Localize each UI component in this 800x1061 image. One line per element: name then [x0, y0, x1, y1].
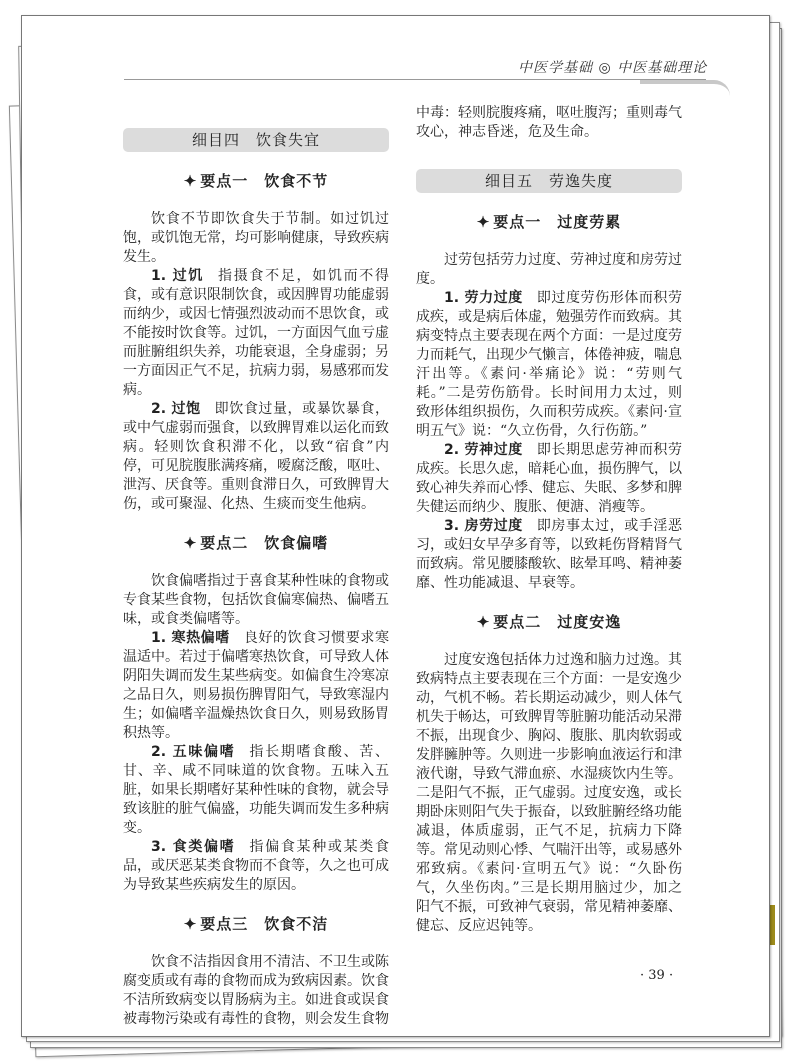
- star-icon: ✦: [183, 534, 198, 552]
- term: 2. 五味偏嗜: [151, 744, 236, 760]
- term: 1. 过饥: [151, 268, 205, 284]
- subheading-text: 要点一 饮食不节: [200, 172, 329, 190]
- subheading-text: 要点一 过度劳累: [493, 213, 622, 231]
- paragraph: 过度安逸包括体力过逸和脑力过逸。其致病特点主要表现在三个方面：一是安逸少动，气机不畅。若长期运动减少，则人体气机失于畅达，可致脾胃等脏腑功能活动呆滞不振，出现食少、胸闷、腹胀、肌肉软弱或发胖臃肿等。久则进一步影响血液运行和津液代谢，导致气滞血瘀、水湿痰饮内生等。二是阳气不振，正气虚弱。过度安逸，或长期卧床则阳气失于振奋，以致脏腑经络功能减退，体质虚弱，正气不足，抗病力下降等。常见动则心悸、气喘汗出等，或易感外邪致病。《素问·宣明五气》说：“久卧伤气，久坐伤肉。”三是长期用脑过少，加之阳气不振，可致神气衰弱，常见精神萎靡、健忘、反应迟钝等。: [416, 652, 682, 934]
- subheading: [416, 613, 682, 632]
- subheading: [123, 172, 389, 191]
- subheading-text: 要点二 过度安逸: [493, 613, 622, 631]
- section-title: 细目四 饮食失宜: [123, 128, 389, 152]
- paragraph: [123, 267, 389, 400]
- paragraph: [123, 838, 389, 895]
- page-number: · 39 ·: [640, 968, 674, 983]
- paragraph: 饮食不洁指因食用不清洁、不卫生或陈腐变质或有毒的食物而成为致病因素。饮食不洁所致病变以胃肠病为主。如进食或误食被毒物污染或有毒性的食物，则会发生食物: [123, 954, 389, 1027]
- paragraph: 过劳包括劳力过度、劳神过度和房劳过度。: [416, 252, 682, 287]
- paragraph-text: 指摄食不足，如饥而不得食，或有意识限制饮食，或因脾胃功能虚弱而纳少，或因七情强烈波动而不思饮食，或不能按时饮食等。过饥，一方面因气血亏虚而脏腑组织失养，功能衰退，全身虚弱；另一方面因正气不足，抗病力弱，易感邪而发病。: [123, 268, 390, 398]
- term: 3. 房劳过度: [444, 518, 523, 534]
- left-column: [123, 128, 389, 1029]
- header-ornament: [640, 80, 730, 96]
- term: 2. 劳神过度: [444, 442, 523, 458]
- paragraph: [123, 400, 389, 514]
- paragraph-text: 即过度劳伤形体而积劳成疾，或是病后体虚，勉强劳作而致病。其病变特点主要表现在两个方面：一是过度劳力而耗气，出现少气懒言，体倦神疲，喘息汗出等。《素问·举痛论》说：“劳则气耗。”二是劳伤筋骨。长时间用力太过，则致形体组织损伤，久而积劳成疾。《素问·宣明五气》说：“久立伤骨，久行伤筋。”: [416, 290, 683, 439]
- paragraph: 饮食不节即饮食失于节制。如过饥过饱，或饥饱无常，均可影响健康，导致疾病发生。: [123, 211, 389, 265]
- subheading: [416, 213, 682, 232]
- star-icon: ✦: [183, 915, 198, 933]
- paragraph: [416, 441, 682, 517]
- right-column: [416, 104, 682, 936]
- section-title: 细目五 劳逸失度: [416, 169, 682, 193]
- term: 1. 劳力过度: [444, 290, 523, 306]
- paragraph-text: 即房事太过，或手淫恶习，或妇女早孕多育等，以致耗伤肾精肾气而致病。常见腰膝酸软、眩晕耳鸣、精神萎靡、性功能减退、早衰等。: [416, 518, 683, 591]
- star-icon: ✦: [476, 613, 491, 631]
- subheading: [123, 534, 389, 553]
- header-rule: [124, 79, 706, 80]
- subheading-text: 要点二 饮食偏嗜: [200, 534, 329, 552]
- term: 2. 过饱: [151, 401, 201, 417]
- paragraph: 中毒：轻则脘腹疼痛，呕吐腹泻；重则毒气攻心，神志昏迷，危及生命。: [416, 105, 682, 140]
- term: 3. 食类偏嗜: [151, 839, 236, 855]
- subheading: [123, 915, 389, 934]
- paragraph-text: 指长期嗜食酸、苦、甘、辛、咸不同味道的饮食物。五味入五脏，如果长期嗜好某种性味的食物，就会导致该脏的脏气偏盛，功能失调而发生多种病变。: [123, 744, 389, 836]
- paragraph-text: 即饮食过量，或暴饮暴食，或中气虚弱而强食，以致脾胃难以运化而致病。轻则饮食积滞不化，以致“宿食”内停，可见脘腹胀满疼痛，嗳腐泛酸，呕吐、泄泻、厌食等。重则食滞日久，可致脾胃大伤，或可聚湿、化热、生痰而变生他病。: [123, 401, 390, 512]
- paragraph: [123, 629, 389, 743]
- term: 1. 寒热偏嗜: [151, 630, 230, 646]
- star-icon: ✦: [476, 213, 491, 231]
- running-title: 中医学基础 ◎ 中医基础理论: [518, 60, 708, 76]
- paragraph-text: 即长期思虑劳神而积劳成疾。长思久虑，暗耗心血，损伤脾气，以致心神失养而心悸、健忘、失眠、多梦和脾失健运而纳少、腹胀、便溏、消瘦等。: [416, 442, 683, 515]
- paragraph-text: 指偏食某种或某类食品，或厌恶某类食物而不食等，久之也可成为导致某些疾病发生的原因。: [123, 839, 389, 893]
- paragraph: [416, 517, 682, 593]
- paragraph-text: 良好的饮食习惯要求寒温适中。若过于偏嗜寒热饮食，可导致人体阴阳失调而发生某些病变。如偏食生冷寒凉之品日久，则易损伤脾胃阳气，导致寒湿内生；如偏嗜辛温燥热饮食日久，则易致肠胃积热等。: [123, 630, 390, 741]
- subheading-text: 要点三 饮食不洁: [200, 915, 329, 933]
- paragraph: [123, 743, 389, 838]
- star-icon: ✦: [183, 172, 198, 190]
- paragraph: [416, 289, 682, 441]
- paragraph: 饮食偏嗜指过于喜食某种性味的食物或专食某些食物，包括饮食偏寒偏热、偏嗜五味，或食类偏嗜等。: [123, 573, 389, 627]
